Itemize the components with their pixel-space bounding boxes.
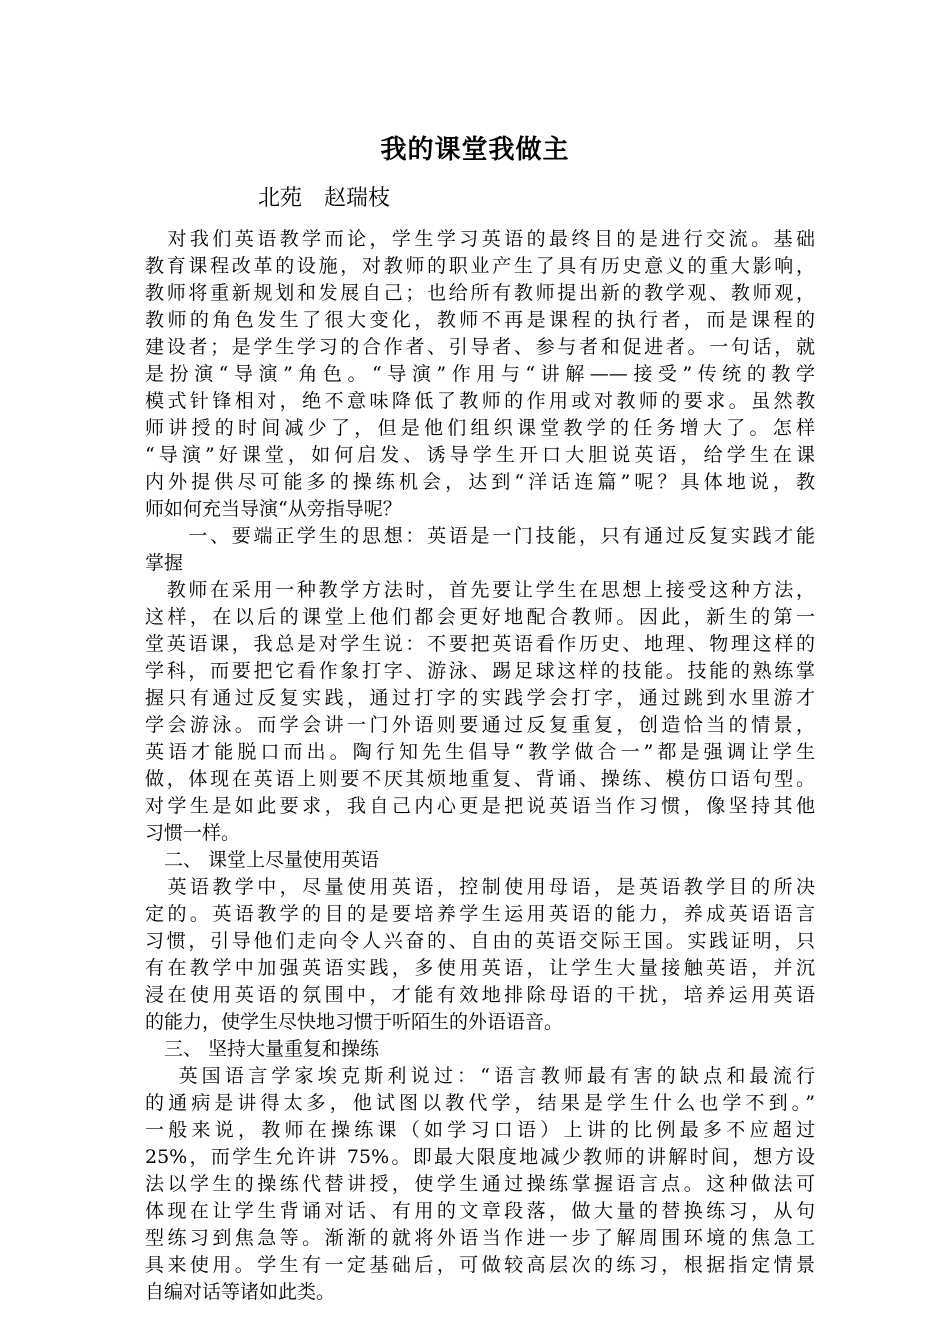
body-line: 一、要端正学生的思想：英语是一门技能，只有通过反复实践才能	[145, 525, 815, 547]
body-line: 习惯一样。	[145, 822, 241, 844]
body-line: 型练习到焦急等。渐渐的就将外语当作进一步了解周围环境的焦急工	[145, 1227, 815, 1249]
body-line: 英语教学中，尽量使用英语，控制使用母语，是英语教学目的所决	[145, 876, 815, 898]
body-line: 英语才能脱口而出。陶行知先生倡导“教学做合一”都是强调让学生	[145, 741, 815, 763]
body-line: 师如何充当导演“从旁指导呢？	[145, 498, 402, 520]
body-line: 英国语言学家埃克斯利说过：“语言教师最有害的缺点和最流行	[145, 1065, 815, 1087]
body-line: “导演”好课堂，如何启发、诱导学生开口大胆说英语，给学生在课	[145, 444, 815, 466]
body-line: 有在教学中加强英语实践，多使用英语，让学生大量接触英语，并沉	[145, 957, 815, 979]
body-line: 的通病是讲得太多，他试图以教代学，结果是学生什么也学不到。”	[145, 1092, 815, 1114]
body-line: 这样，在以后的课堂上他们都会更好地配合教师。因此，新生的第一	[145, 606, 815, 628]
body-line: 握只有通过反复实践，通过打字的实践学会打字，通过跳到水里游才	[145, 687, 815, 709]
body-line: 做，体现在英语上则要不厌其烦地重复、背诵、操练、模仿口语句型。	[145, 768, 815, 790]
body-line: 师讲授的时间减少了，但是他们组织课堂教学的任务增大了。怎样	[145, 417, 815, 439]
body-line: 建设者；是学生学习的合作者、引导者、参与者和促进者。一句话，就	[145, 336, 815, 358]
body-line: 掌握	[145, 552, 184, 574]
body-line: 内外提供尽可能多的操练机会，达到“洋话连篇”呢？具体地说，教	[145, 471, 815, 493]
body-line: 是扮演“导演”角色。“导演”作用与“讲解——接受”传统的教学	[145, 363, 815, 385]
body-line: 教师的角色发生了很大变化，教师不再是课程的执行者，而是课程的	[145, 309, 815, 331]
document-body	[145, 226, 815, 1306]
body-line: 模式针锋相对，绝不意味降低了教师的作用或对教师的要求。虽然教	[145, 390, 815, 412]
document-title: 我的课堂我做主	[380, 135, 570, 165]
body-line: 三、 坚持大量重复和操练	[145, 1038, 380, 1060]
body-line: 一般来说，教师在操练课（如学习口语）上讲的比例最多不应超过	[145, 1119, 815, 1141]
body-line: 的能力，使学生尽快地习惯于听陌生的外语语音。	[145, 1011, 564, 1033]
body-line: 具来使用。学生有一定基础后，可做较高层次的练习，根据指定情景	[145, 1254, 815, 1276]
body-line: 对我们英语教学而论，学生学习英语的最终目的是进行交流。基础	[145, 228, 815, 250]
body-line: 自编对话等诸如此类。	[145, 1281, 336, 1303]
document-author: 北苑 赵瑞枝	[258, 186, 391, 211]
body-line: 习惯，引导他们走向令人兴奋的、自由的英语交际王国。实践证明，只	[145, 930, 815, 952]
body-line: 学会游泳。而学会讲一门外语则要通过反复重复，创造恰当的情景，	[145, 714, 815, 736]
body-line: 浸在使用英语的氛围中，才能有效地排除母语的干扰，培养运用英语	[145, 984, 815, 1006]
body-line: 堂英语课，我总是对学生说：不要把英语看作历史、地理、物理这样的	[145, 633, 815, 655]
body-line: 教育课程改革的设施，对教师的职业产生了具有历史意义的重大影响，	[145, 255, 815, 277]
body-line: 25%，而学生允许讲 75%。即最大限度地减少教师的讲解时间，想方设	[145, 1146, 815, 1168]
body-line: 法以学生的操练代替讲授，使学生通过操练掌握语言点。这种做法可	[145, 1173, 815, 1195]
body-line: 体现在让学生背诵对话、有用的文章段落，做大量的替换练习，从句	[145, 1200, 815, 1222]
body-line: 二、 课堂上尽量使用英语	[145, 849, 380, 871]
body-line: 对学生是如此要求，我自己内心更是把说英语当作习惯，像坚持其他	[145, 795, 815, 817]
body-line: 定的。英语教学的目的是要培养学生运用英语的能力，养成英语语言	[145, 903, 815, 925]
body-line: 教师将重新规划和发展自己；也给所有教师提出新的教学观、教师观，	[145, 282, 815, 304]
body-line: 学科，而要把它看作象打字、游泳、踢足球这样的技能。技能的熟练掌	[145, 660, 815, 682]
body-line: 教师在采用一种教学方法时，首先要让学生在思想上接受这种方法，	[145, 579, 815, 601]
